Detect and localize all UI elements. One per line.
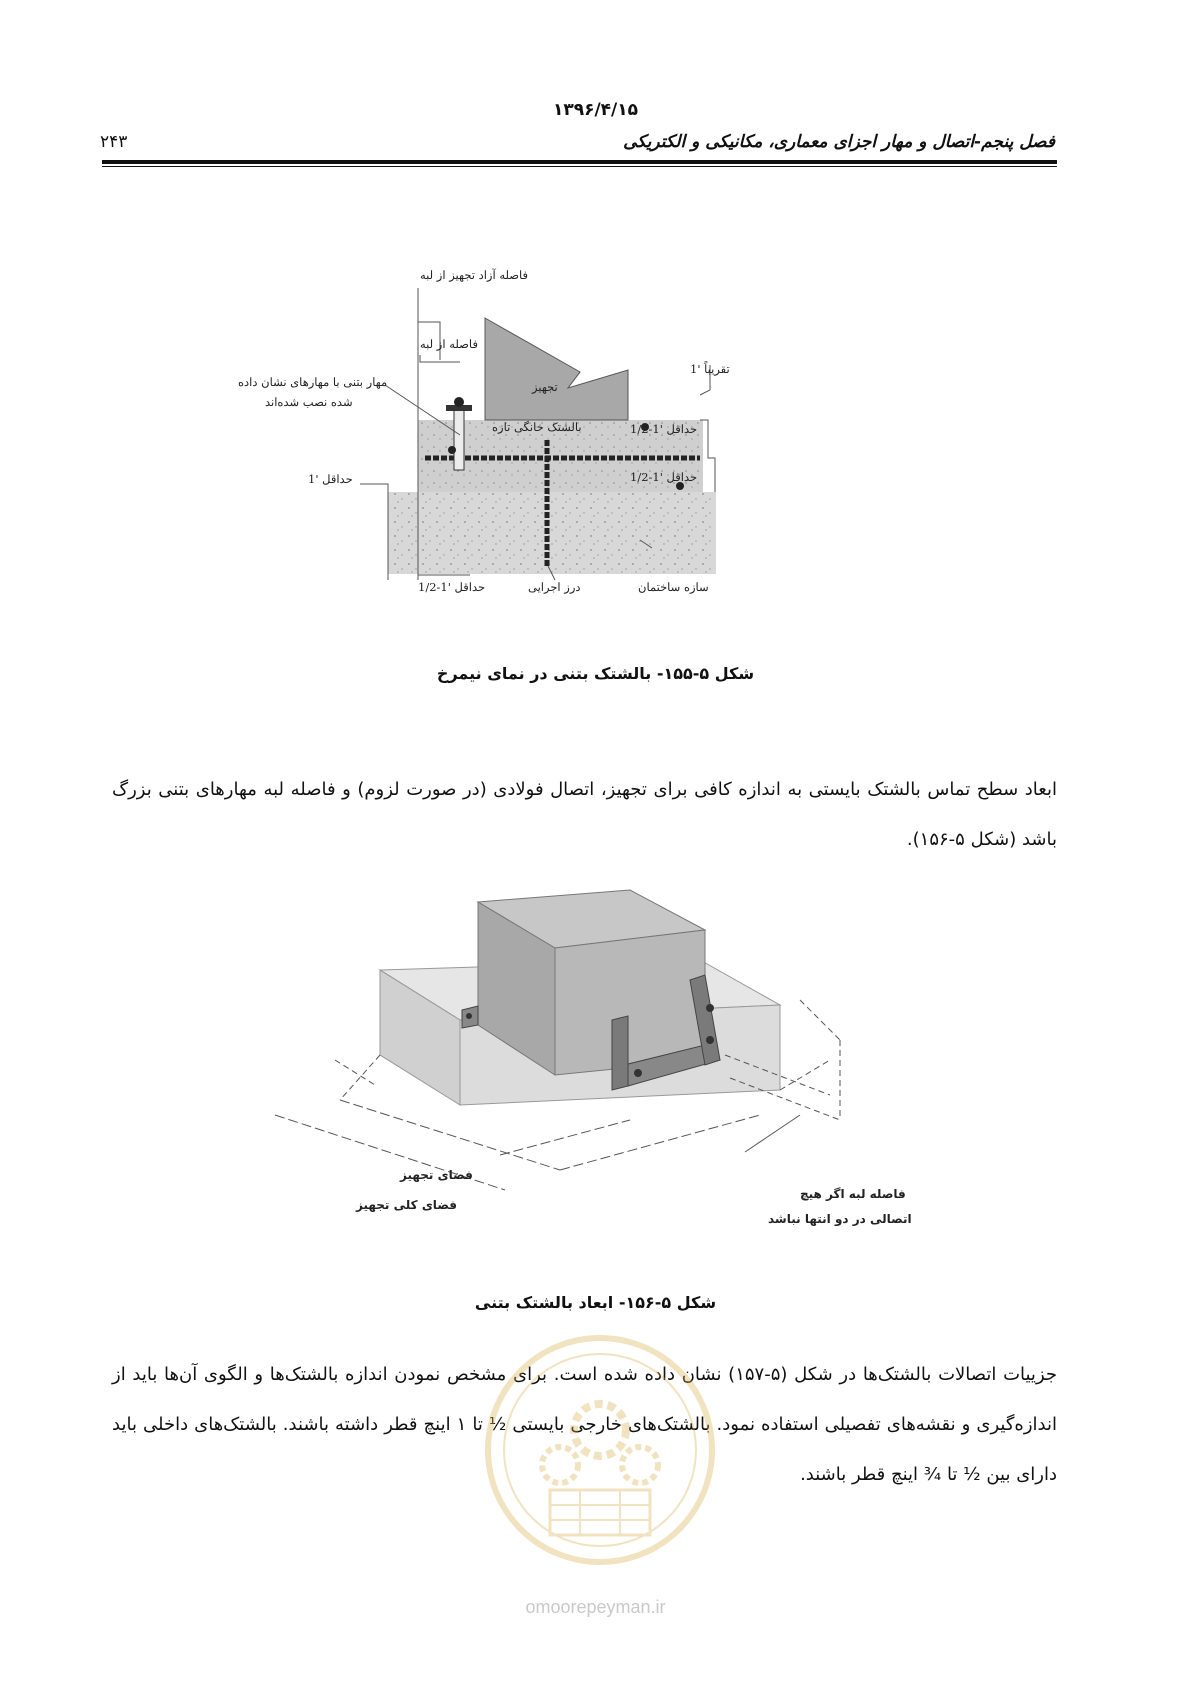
figure-156	[0, 860, 1191, 1280]
figure-155	[0, 0, 1191, 640]
page-number: ۲۴۳	[100, 132, 128, 152]
label-anchor-note-2: شده نصب شده‌اند	[265, 395, 353, 409]
label-equipment-space: فضای تجهیز	[400, 1168, 473, 1182]
figure-155-drawing	[0, 0, 1191, 640]
chapter-title: فصل پنجم-اتصال و مهار اجزای معماری، مکانیکی و الکتریکی	[623, 132, 1055, 152]
label-anchor-note-1: مهار بتنی با مهارهای نشان داده	[238, 375, 388, 389]
watermark-site: omoorepeyman.ir	[525, 1597, 666, 1617]
figure-155-caption: شکل ۵-۱۵۵- بالشتک بتنی در نمای نیمرخ	[436, 664, 755, 683]
header-date: ۱۳۹۶/۴/۱۵	[552, 100, 639, 120]
label-min-top: حداقل '1-1/2	[630, 422, 698, 436]
label-approx: تقریباً '1	[690, 362, 730, 376]
label-fresh-pad: بالشتک خانگی تازه	[492, 420, 582, 434]
label-edge-note-1: فاصله لبه اگر هیچ	[800, 1187, 906, 1201]
label-equipment: تجهیز	[532, 380, 558, 394]
figure-156-drawing	[0, 860, 1191, 1280]
paragraph-1: ابعاد سطح تماس بالشتک بایستی به اندازه کافی برای تجهیز، اتصال فولادی (در صورت لزوم) و فاصله لبه مهارهای بتنی بزرگ باشد (شکل ۵-۱۵۶).	[112, 779, 1057, 850]
equipment-body	[485, 318, 628, 420]
label-joint: درز اجرایی	[528, 580, 581, 594]
label-structure: سازه ساختمان	[638, 580, 709, 594]
label-edge-note-2: اتصالی در دو انتها نباشد	[768, 1212, 912, 1226]
paragraph-2: جزییات اتصالات بالشتک‌ها در شکل (۵-۱۵۷) نشان داده شده است. برای مشخص نمودن اندازه بالشتک‌ها و الگوی آن‌ها باید از اندازه‌گیری و نقشه‌های تفصیلی استفاده نمود. بالشتک‌های خارجی بایستی ½ تا ۱ اینچ قطر داشته باشند. بالشتک‌های داخلی باید دارای بین ½ تا ¾ اینچ قطر باشند.	[112, 1364, 1058, 1485]
label-min-left: حداقل '1	[308, 472, 353, 486]
label-edge-distance: فاصله از لبه	[420, 337, 478, 351]
label-min-mid: حداقل '1-1/2	[630, 470, 698, 484]
building-structure	[388, 492, 716, 574]
label-min-bottom: حداقل '1-1/2	[418, 580, 486, 594]
label-total-space: فضای کلی تجهیز	[356, 1198, 457, 1212]
label-free-distance: فاصله آزاد تجهیز از لبه	[420, 268, 529, 282]
figure-156-caption: شکل ۵-۱۵۶- ابعاد بالشتک بتنی	[474, 1293, 717, 1312]
watermark-seal-icon	[480, 1330, 720, 1570]
